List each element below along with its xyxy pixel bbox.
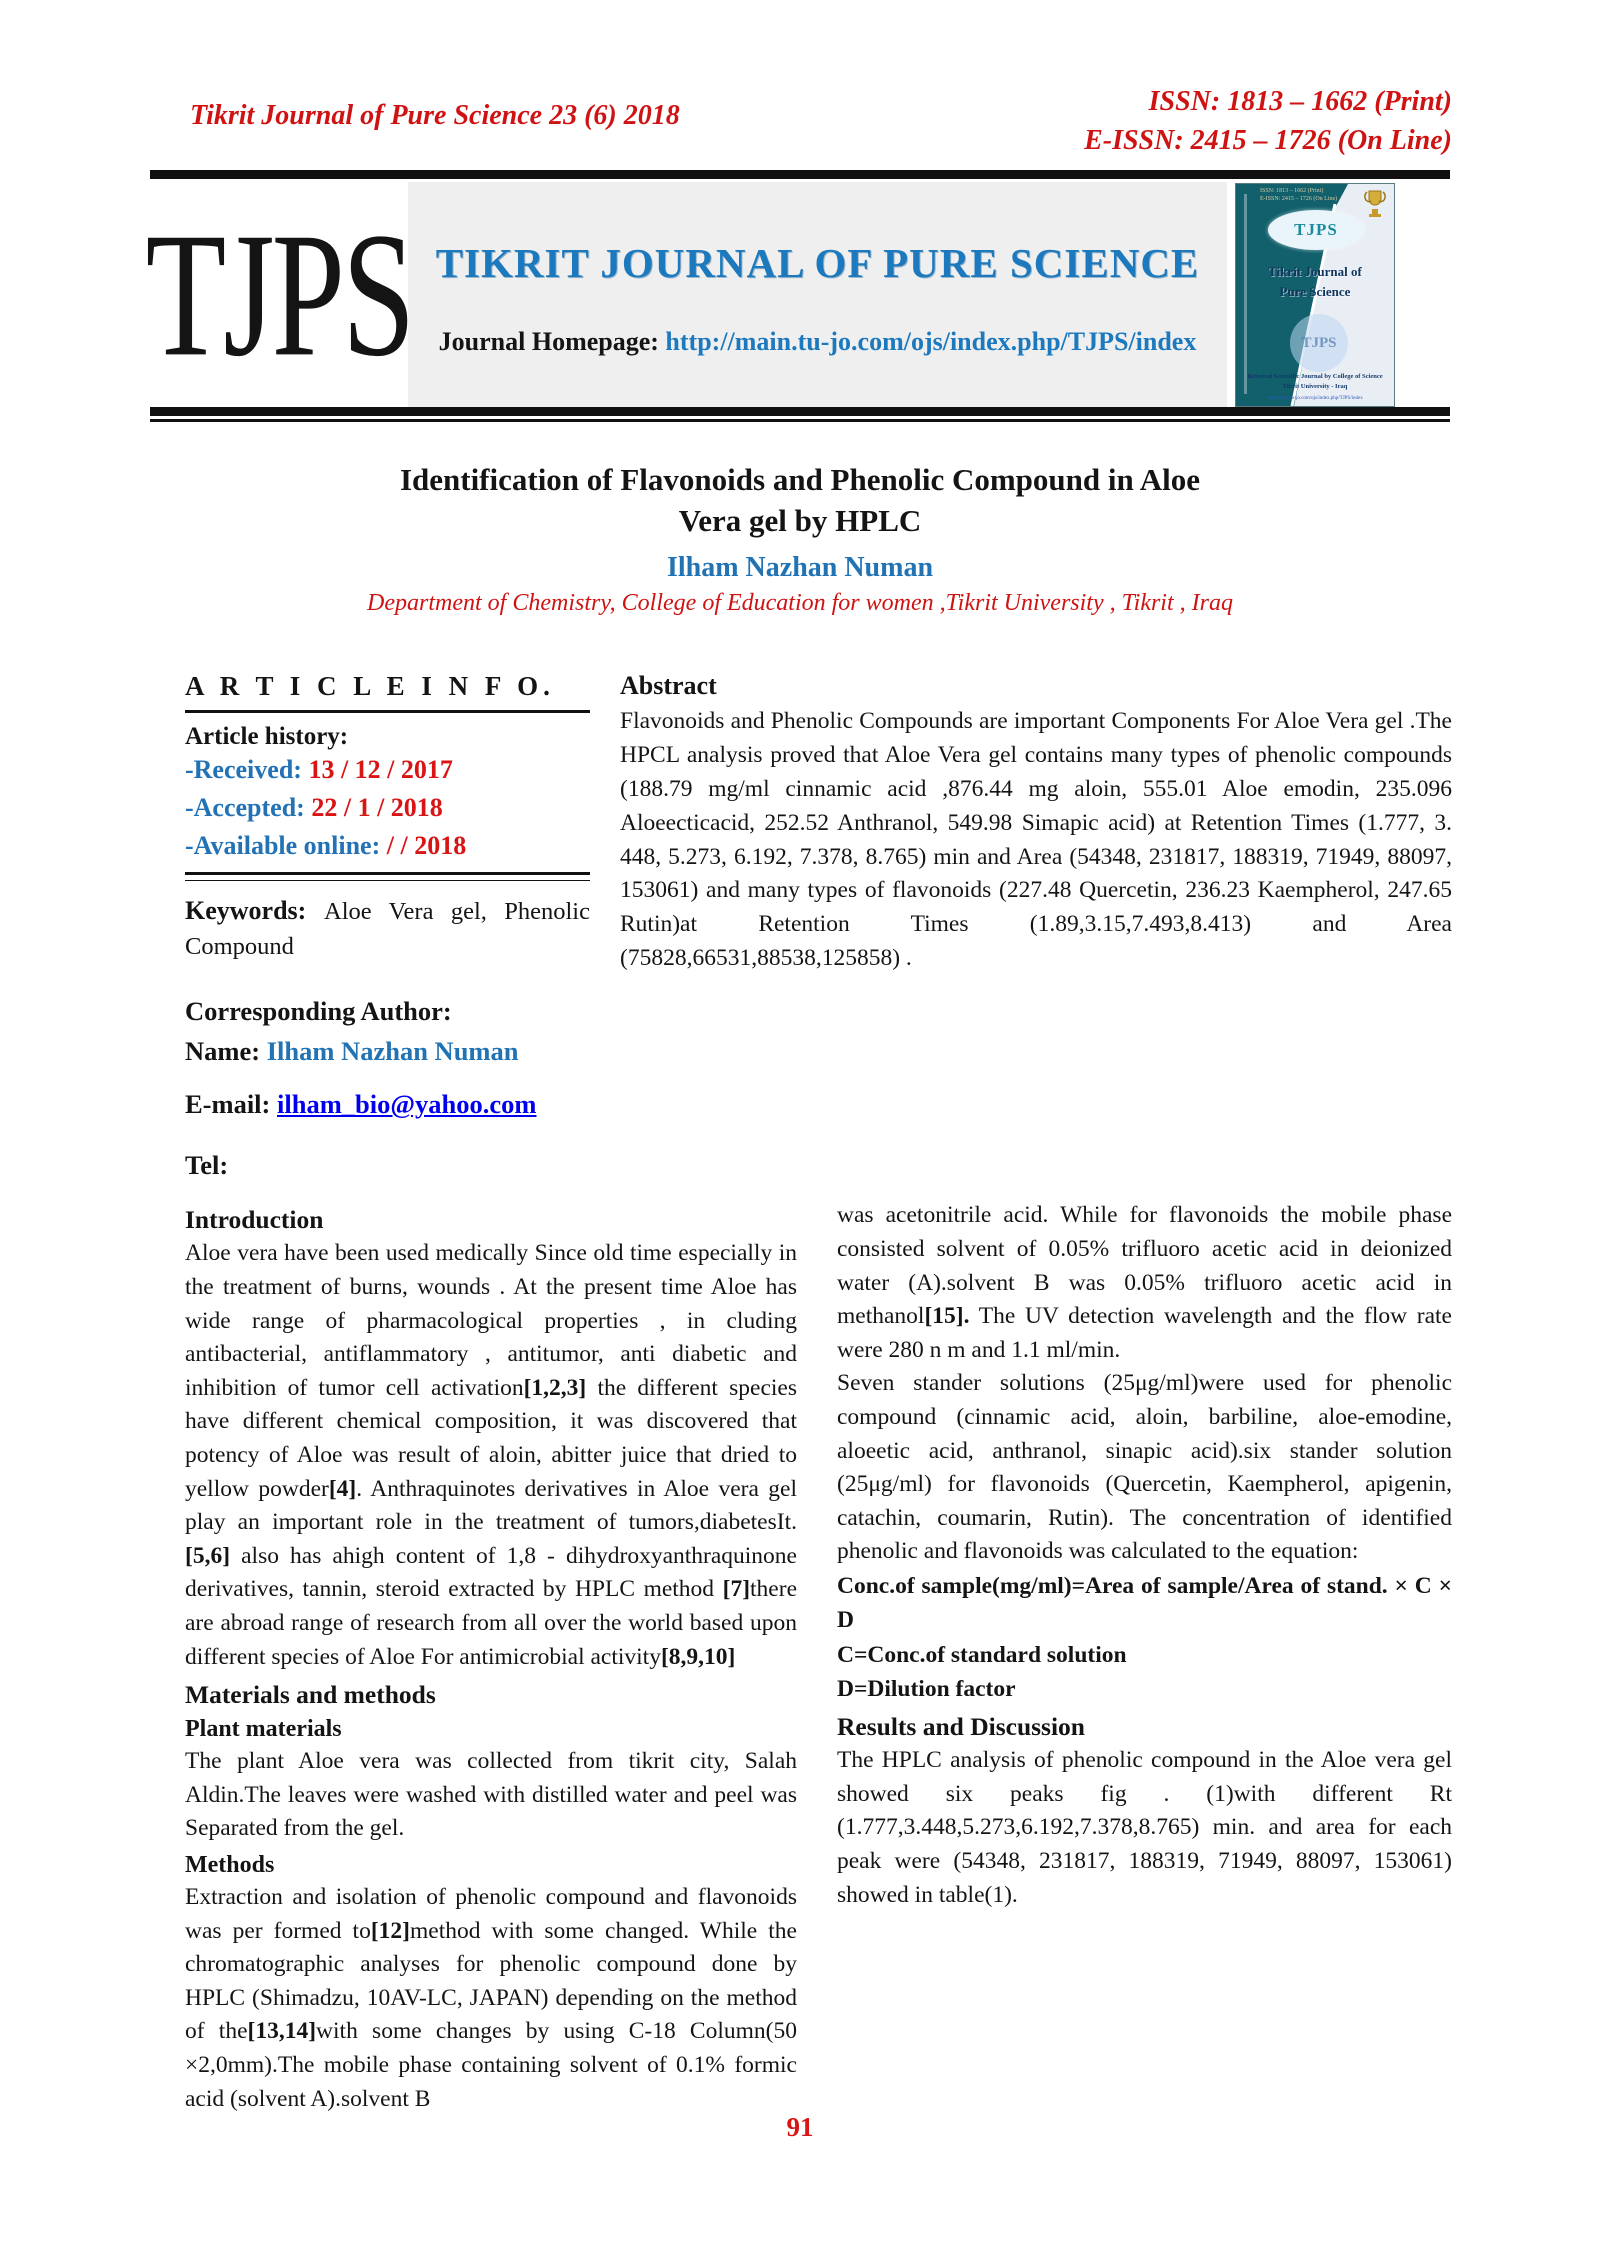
left-column — [185, 1199, 797, 2116]
homepage-label: Journal Homepage: — [438, 326, 659, 356]
article-info-panel — [185, 671, 590, 1181]
article-title-line2: Vera gel by HPLC — [678, 503, 922, 539]
results-paragraph: The HPLC analysis of phenolic compound in the Aloe vera gel showed six peaks fig . (1)with different Rt (1.777,3.448,5.273,6.192,7.378,8.765) min. and area for each peak were (54348, 231817, 188319, 71949, 88097, 153061) showed in table(1). — [837, 1747, 1452, 1908]
info-abstract-row — [185, 671, 1452, 1181]
abstract-text: Flavonoids and Phenolic Compounds are important Components For Aloe Vera gel .The HPCL analysis proved that Aloe Vera gel contains many types of phenolic compounds (188.79 mg/ml cinnamic acid ,876.44 mg aloin, 555.01 Aloe emodin, 235.096 Aloeecticacid, 252.52 Anthranol, 549.98 Simapic acid) at Retention Times (1.777, 3. 448, 5.273, 6.192, 7.378, 8.765) min and Area (54348, 231817, 188319, 71949, 88097, 153061) and many types of flavonoids (227.48 Quercetin, 236.23 Kaempherol, 247.65 Rutin)at Retention Times (1.89,3.15,7.493,8.413) and Area (75828,66531,88538,125858) . — [620, 708, 1452, 971]
journal-logo — [145, 182, 413, 407]
journal-volume-line: Tikrit Journal of Pure Science 23 (6) 2018 — [190, 100, 680, 131]
email-link[interactable]: ilham_bio@yahoo.com — [277, 1089, 537, 1120]
standard-solutions-paragraph: Seven stander solutions (25μg/ml)were used for phenolic compound (cinnamic acid, aloin, barbiline, aloe-emodine, aloeetic acid, anthranol, sinapic acid).six stander solution (25μg/ml) for flavonoids (Quercetin, Kaempherol, apigenin, catachin, coumarin, Rutin). The concentration of identified phenolic and flavonoids was calculated to the equation: — [837, 1370, 1452, 1565]
cover-issn-lines: ISSN: 1813 – 1662 (Print) E-ISSN: 2415 – 1726 (On Line) — [1260, 188, 1338, 203]
page-number: 91 — [786, 2112, 814, 2142]
equation-line3: D=Dilution factor — [837, 1675, 1016, 1702]
received-line: -Received: 13 / 12 / 2017 — [185, 755, 453, 785]
author-name: Ilham Nazhan Numan — [666, 552, 934, 584]
keywords-line: Keywords: Aloe Vera gel, Phenolic Compound — [185, 896, 590, 960]
available-online-line: -Available online: / / 2018 — [185, 830, 467, 860]
corresponding-author-label: Corresponding Author: — [185, 995, 452, 1026]
journal-logo-text: TJPS — [145, 194, 413, 394]
cover-logo-text: TJPS — [1294, 220, 1338, 240]
trophy-icon — [1364, 189, 1386, 219]
introduction-paragraph: Aloe vera have been used medically Since old time especially in the treatment of burns, wounds . At the present time Aloe has wide range of pharmacological properties , in cluding antibacterial, antiflammatory , antitumor, anti diabetic and inhibition of tumor cell activation[1,2,3] the different species have different chemical composition, it was discovered that potency of Aloe was result of aloin, abitter juice that dried to yellow powder[4]. Anthraquinotes derivatives in Aloe vera gel play an important role in the treatment of tumors,diabetesIt. [5,6] also has ahigh content of 1,8 - dihydroxyanthraquinone derivatives, tannin, steroid extracted by HPLC method [7]there are abroad range of research from all over the world based upon different species of Aloe For antimicrobial activity[8,9,10] — [185, 1240, 797, 1670]
article-title-line1: Identification of Flavonoids and Phenolic Compound in Aloe — [399, 462, 1201, 498]
plant-materials-heading: Plant materials — [185, 1716, 342, 1743]
materials-methods-heading: Materials and methods — [185, 1680, 436, 1710]
tel-label: Tel: — [185, 1150, 229, 1181]
mobile-phase-paragraph: was acetonitrile acid. While for flavonoids the mobile phase consisted solvent of 0.05% trifluoro acetic acid in deionized water (A).solvent B was 0.05% trifluoro acetic acid in methanol[15]. The UV detection wavelength and the flow rate were 280 n m and 1.1 ml/min. — [837, 1202, 1452, 1363]
issn-block — [1084, 82, 1452, 160]
article-info-heading: A R T I C L E I N F O. — [185, 671, 590, 713]
accepted-line: -Accepted: 22 / 1 / 2018 — [185, 792, 443, 822]
author-affiliation: Department of Chemistry, College of Education for women ,Tikrit University , Tikrit , Iraq — [367, 590, 1233, 617]
body-columns — [185, 1199, 1452, 2116]
abstract-heading: Abstract — [620, 671, 717, 701]
methods-heading: Methods — [185, 1851, 275, 1878]
banner-journal-title: TIKRIT JOURNAL OF PURE SCIENCE — [435, 239, 1200, 286]
abstract-panel — [620, 671, 1452, 999]
issn-online: E-ISSN: 2415 – 1726 (On Line) — [1084, 125, 1452, 157]
results-discussion-heading: Results and Discussion — [837, 1712, 1085, 1742]
email-line: E-mail: ilham_bio@yahoo.com — [185, 1089, 537, 1120]
cover-link-line: http://main.tu-jo.com/ojs/index.php/TJPS/index — [1267, 396, 1363, 402]
header-rule — [150, 170, 1450, 179]
banner-rule-thin — [150, 419, 1450, 422]
corresponding-name-line: Name: Ilham Nazhan Numan — [185, 1035, 519, 1066]
right-column — [837, 1199, 1452, 1912]
cover-ghost-emblem: TJPS — [1290, 314, 1348, 372]
banner-center — [408, 182, 1227, 407]
issn-print: ISSN: 1813 – 1662 (Print) — [1148, 86, 1452, 117]
cover-title: Tikrit Journal of Pure Science — [1268, 264, 1362, 299]
page-header — [0, 0, 1600, 160]
journal-banner — [145, 182, 1450, 407]
introduction-heading: Introduction — [185, 1205, 324, 1235]
article-history-label: Article history: — [185, 723, 349, 751]
article-title — [0, 460, 1600, 542]
equation-line1: Conc.of sample(mg/ml)=Area of sample/Area of stand. × C × D — [837, 1572, 1452, 1634]
info-divider — [185, 872, 590, 881]
plant-materials-paragraph: The plant Aloe vera was collected from tikrit city, Salah Aldin.The leaves were washed with distilled water and peel was Separated from the gel. — [185, 1748, 797, 1842]
journal-cover-thumbnail — [1235, 183, 1395, 407]
cover-caption: Refereed Scientific Journal by College of Science Tikrit University - Iraq — [1247, 372, 1383, 390]
homepage-link[interactable]: http://main.tu-jo.com/ojs/index.php/TJPS/index — [665, 326, 1197, 356]
equation-line2: C=Conc.of standard solution — [837, 1641, 1127, 1668]
methods-paragraph: Extraction and isolation of phenolic compound and flavonoids was per formed to[12]method with some changed. While the chromatographic analyses for phenolic compound done by HPLC (Shimadzu, 10AV-LC, JAPAN) depending on the method of the[13,14]with some changes by using C-18 Column(50 ×2,0mm).The mobile phase containing solvent of 0.1% formic acid (solvent A).solvent B — [185, 1883, 797, 2112]
homepage-line — [439, 327, 1197, 357]
banner-rule-thick — [150, 407, 1450, 416]
